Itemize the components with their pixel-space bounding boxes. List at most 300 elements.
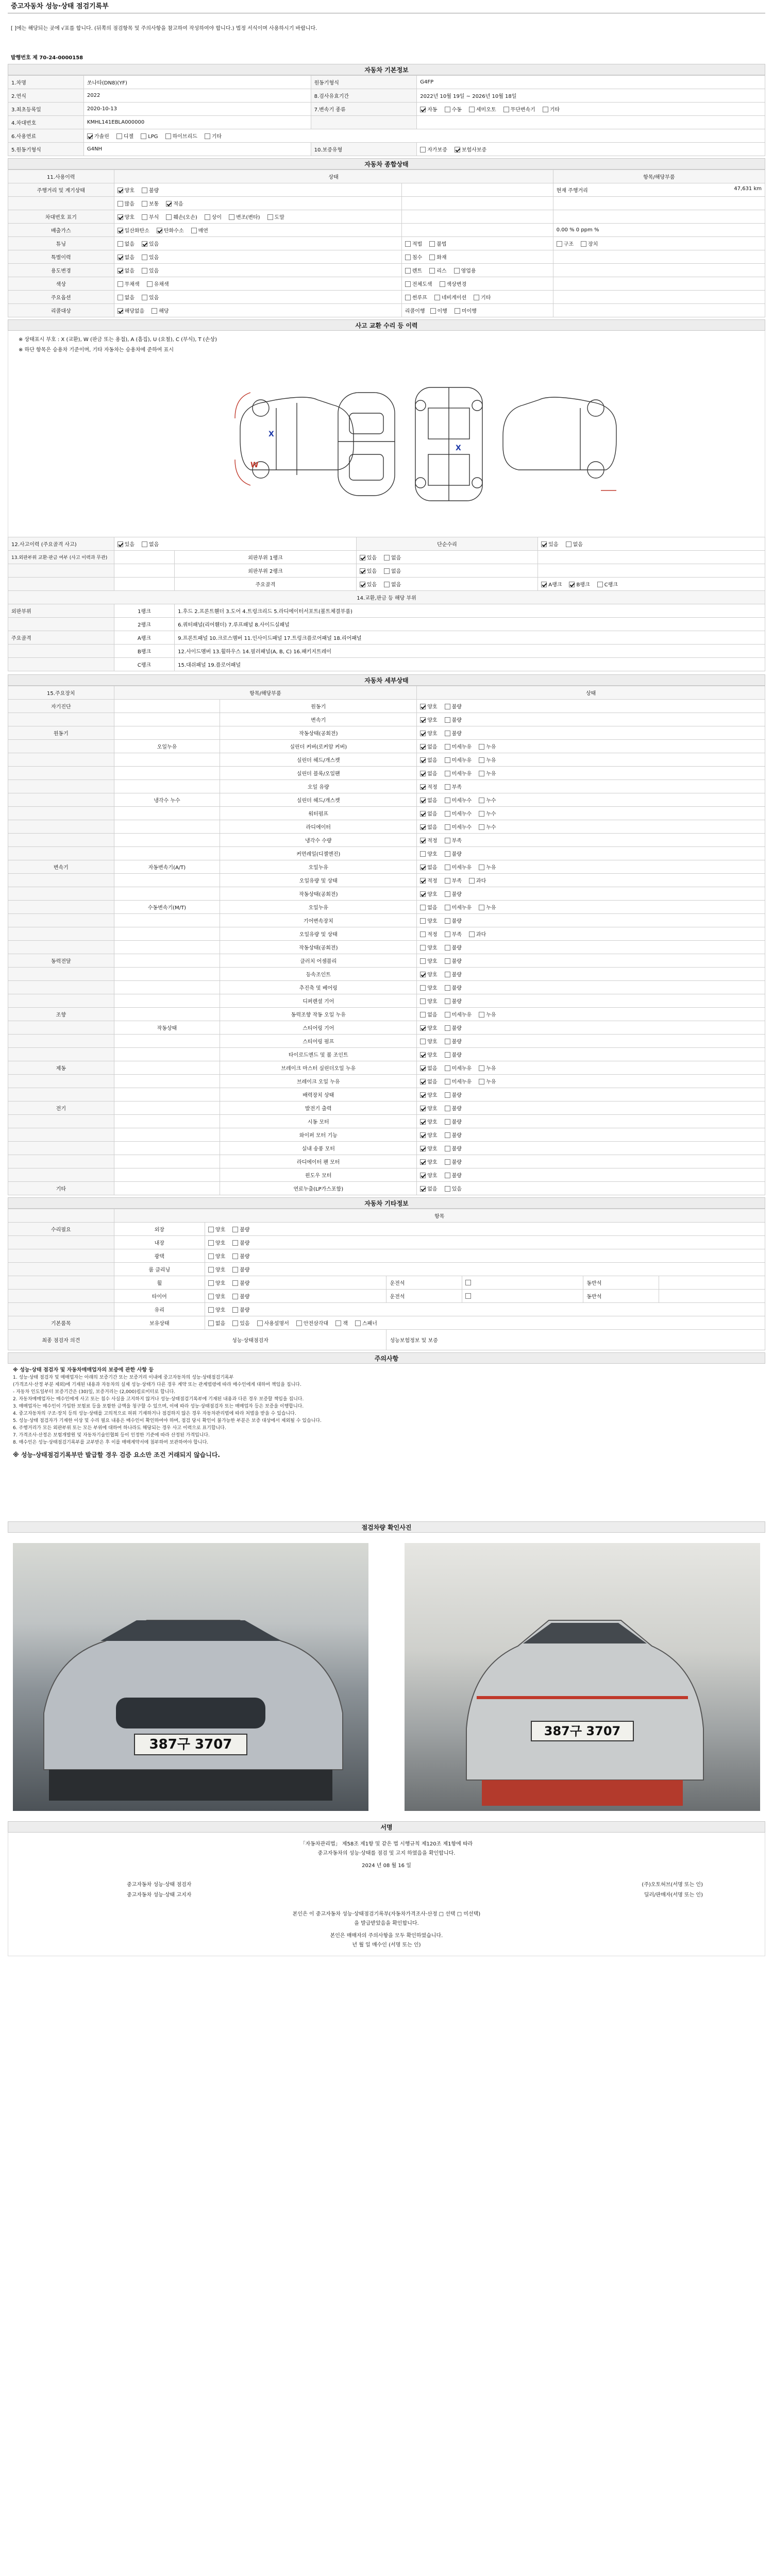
option-0[interactable]: 양호 bbox=[208, 1239, 225, 1246]
unchecked-checkbox-icon[interactable] bbox=[232, 1253, 238, 1259]
option-1[interactable]: 해당 bbox=[152, 307, 169, 314]
option-1[interactable]: 색상변경 bbox=[440, 280, 467, 287]
unchecked-checkbox-icon[interactable] bbox=[117, 241, 123, 247]
checked-checkbox-icon[interactable] bbox=[420, 771, 426, 776]
unchecked-checkbox-icon[interactable] bbox=[445, 717, 450, 723]
unchecked-checkbox-icon[interactable] bbox=[445, 985, 450, 991]
unchecked-checkbox-icon[interactable] bbox=[479, 744, 484, 750]
option-2[interactable]: 과다 bbox=[469, 930, 486, 938]
unchecked-checkbox-icon[interactable] bbox=[147, 281, 153, 287]
option-1[interactable]: 있음 bbox=[232, 1319, 249, 1327]
unchecked-checkbox-icon[interactable] bbox=[142, 201, 147, 207]
option-1[interactable]: 불량 bbox=[445, 729, 462, 737]
unchecked-checkbox-icon[interactable] bbox=[465, 1280, 471, 1285]
unchecked-checkbox-icon[interactable] bbox=[581, 241, 586, 247]
checked-checkbox-icon[interactable] bbox=[420, 838, 426, 843]
unchecked-checkbox-icon[interactable] bbox=[165, 133, 171, 139]
unchecked-checkbox-icon[interactable] bbox=[420, 945, 426, 951]
unchecked-checkbox-icon[interactable] bbox=[232, 1240, 238, 1246]
option-1[interactable]: 불량 bbox=[445, 1171, 462, 1179]
option-0[interactable]: 가솔린 bbox=[87, 132, 109, 140]
unchecked-checkbox-icon[interactable] bbox=[208, 1320, 214, 1326]
unchecked-checkbox-icon[interactable] bbox=[445, 107, 450, 112]
option-1[interactable]: 불량 bbox=[232, 1265, 249, 1273]
unchecked-checkbox-icon[interactable] bbox=[420, 998, 426, 1004]
option-1[interactable]: 불량 bbox=[445, 716, 462, 723]
unchecked-checkbox-icon[interactable] bbox=[205, 133, 210, 139]
option-1[interactable]: 부족 bbox=[445, 876, 462, 884]
option-2[interactable]: 세미오토 bbox=[469, 105, 496, 113]
option-0[interactable]: 적정 bbox=[420, 876, 437, 884]
option-0[interactable]: 양호 bbox=[420, 890, 437, 897]
unchecked-checkbox-icon[interactable] bbox=[405, 268, 411, 274]
unchecked-checkbox-icon[interactable] bbox=[296, 1320, 302, 1326]
unchecked-checkbox-icon[interactable] bbox=[208, 1294, 214, 1299]
option-2[interactable]: 기타 bbox=[474, 293, 491, 301]
option-1[interactable]: 미세누유 bbox=[445, 742, 472, 750]
option-0[interactable]: 있음 bbox=[360, 567, 377, 574]
checked-checkbox-icon[interactable] bbox=[455, 147, 460, 152]
unchecked-checkbox-icon[interactable] bbox=[445, 851, 450, 857]
unchecked-checkbox-icon[interactable] bbox=[445, 824, 450, 830]
unchecked-checkbox-icon[interactable] bbox=[142, 295, 147, 300]
option-0[interactable]: 적정 bbox=[420, 783, 437, 790]
option-0[interactable]: 양호 bbox=[420, 943, 437, 951]
option-1[interactable]: 불량 bbox=[445, 984, 462, 991]
option-0[interactable]: 적정 bbox=[420, 930, 437, 938]
unchecked-checkbox-icon[interactable] bbox=[116, 133, 122, 139]
unchecked-checkbox-icon[interactable] bbox=[479, 757, 484, 763]
option-0[interactable]: 침수 bbox=[405, 253, 422, 261]
option-1[interactable]: 불량 bbox=[445, 943, 462, 951]
checked-checkbox-icon[interactable] bbox=[87, 133, 93, 139]
unchecked-checkbox-icon[interactable] bbox=[420, 931, 426, 937]
option-1[interactable]: 불량 bbox=[445, 1158, 462, 1165]
option-1[interactable]: 부족 bbox=[445, 836, 462, 844]
option-0[interactable]: 양호 bbox=[420, 997, 437, 1005]
option-2[interactable]: 누유 bbox=[479, 1064, 496, 1072]
unchecked-checkbox-icon[interactable] bbox=[420, 1039, 426, 1044]
unchecked-checkbox-icon[interactable] bbox=[429, 268, 435, 274]
option-5[interactable]: 스패너 bbox=[355, 1319, 377, 1327]
option-1[interactable]: 미세누수 bbox=[445, 809, 472, 817]
unchecked-checkbox-icon[interactable] bbox=[445, 945, 450, 951]
option-1[interactable]: 불량 bbox=[232, 1306, 249, 1313]
checked-checkbox-icon[interactable] bbox=[420, 1186, 426, 1192]
option-0[interactable]: 양호 bbox=[420, 1104, 437, 1112]
option-0[interactable]: 없음 bbox=[420, 1077, 437, 1085]
checked-checkbox-icon[interactable] bbox=[420, 784, 426, 790]
unchecked-checkbox-icon[interactable] bbox=[445, 998, 450, 1004]
checked-checkbox-icon[interactable] bbox=[420, 1106, 426, 1111]
unchecked-checkbox-icon[interactable] bbox=[445, 704, 450, 709]
option-4[interactable]: 잭 bbox=[335, 1319, 348, 1327]
checked-checkbox-icon[interactable] bbox=[420, 1052, 426, 1058]
unchecked-checkbox-icon[interactable] bbox=[566, 541, 572, 547]
checked-checkbox-icon[interactable] bbox=[142, 241, 147, 247]
unchecked-checkbox-icon[interactable] bbox=[479, 905, 484, 910]
unchecked-checkbox-icon[interactable] bbox=[420, 1012, 426, 1018]
checked-checkbox-icon[interactable] bbox=[420, 1065, 426, 1071]
option-1[interactable]: 없음 bbox=[384, 553, 401, 561]
option-0[interactable]: 많음 bbox=[117, 199, 135, 207]
option-1[interactable]: 미세누유 bbox=[445, 1064, 472, 1072]
checked-checkbox-icon[interactable] bbox=[117, 255, 123, 260]
checked-checkbox-icon[interactable] bbox=[420, 811, 426, 817]
option-0[interactable]: 없음 bbox=[420, 903, 437, 911]
option-1[interactable]: 디젤 bbox=[116, 132, 133, 140]
unchecked-checkbox-icon[interactable] bbox=[208, 1253, 214, 1259]
option-0[interactable]: 양호 bbox=[208, 1252, 225, 1260]
checked-checkbox-icon[interactable] bbox=[166, 201, 172, 207]
option-0[interactable]: 양호 bbox=[420, 1144, 437, 1152]
unchecked-checkbox-icon[interactable] bbox=[335, 1320, 341, 1326]
option-0[interactable]: 양호 bbox=[420, 850, 437, 857]
unchecked-checkbox-icon[interactable] bbox=[445, 757, 450, 763]
option-1[interactable]: 불량 bbox=[445, 1104, 462, 1112]
option-0[interactable]: 없음 bbox=[208, 1319, 225, 1327]
option-0[interactable]: 양호 bbox=[420, 716, 437, 723]
option-2[interactable]: 누유 bbox=[479, 756, 496, 764]
option-0[interactable]: 양호 bbox=[117, 186, 135, 194]
option-0[interactable]: 없음 bbox=[420, 809, 437, 817]
checked-checkbox-icon[interactable] bbox=[420, 1079, 426, 1084]
unchecked-checkbox-icon[interactable] bbox=[479, 1012, 484, 1018]
option-1[interactable]: 있음 bbox=[142, 240, 159, 247]
option-0[interactable]: 양호 bbox=[420, 1024, 437, 1031]
option-0[interactable]: 무채색 bbox=[117, 280, 140, 287]
option-0[interactable]: 렌트 bbox=[405, 266, 422, 274]
option-2[interactable]: 누유 bbox=[479, 1010, 496, 1018]
option-1[interactable]: 보험사보증 bbox=[455, 145, 486, 153]
option-0[interactable]: 없음 bbox=[117, 253, 135, 261]
unchecked-checkbox-icon[interactable] bbox=[469, 931, 475, 937]
checked-checkbox-icon[interactable] bbox=[117, 188, 123, 193]
option-0[interactable]: 양호 bbox=[420, 729, 437, 737]
checked-checkbox-icon[interactable] bbox=[117, 228, 123, 233]
option-1[interactable]: 불량 bbox=[445, 957, 462, 964]
option-2[interactable]: 누유 bbox=[479, 769, 496, 777]
checked-checkbox-icon[interactable] bbox=[420, 717, 426, 723]
option-1[interactable]: 미세누유 bbox=[445, 863, 472, 871]
option-2[interactable]: LPG bbox=[141, 133, 158, 140]
unchecked-checkbox-icon[interactable] bbox=[445, 798, 450, 803]
option-2[interactable]: 매연 bbox=[191, 226, 208, 234]
option-1[interactable]: 불량 bbox=[445, 1024, 462, 1031]
unchecked-checkbox-icon[interactable] bbox=[229, 214, 234, 220]
unchecked-checkbox-icon[interactable] bbox=[232, 1267, 238, 1273]
option-1[interactable]: 미세누유 bbox=[445, 769, 472, 777]
option-3[interactable]: 무단변속기 bbox=[503, 105, 535, 113]
unchecked-checkbox-icon[interactable] bbox=[117, 295, 123, 300]
option-1[interactable]: 불량 bbox=[445, 1037, 462, 1045]
option-2[interactable]: 누유 bbox=[479, 742, 496, 750]
unchecked-checkbox-icon[interactable] bbox=[429, 241, 435, 247]
unchecked-checkbox-icon[interactable] bbox=[117, 201, 123, 207]
option-1[interactable]: 없음 bbox=[566, 540, 583, 548]
checked-checkbox-icon[interactable] bbox=[420, 107, 426, 112]
option-0[interactable]: 양호 bbox=[420, 702, 437, 710]
checked-checkbox-icon[interactable] bbox=[117, 308, 123, 314]
unchecked-checkbox-icon[interactable] bbox=[208, 1227, 214, 1232]
option-1[interactable]: 탄화수소 bbox=[157, 226, 184, 234]
option-0[interactable]: 없음 bbox=[117, 293, 135, 301]
unchecked-checkbox-icon[interactable] bbox=[455, 308, 460, 314]
option-1[interactable]: 불량 bbox=[445, 1131, 462, 1139]
unchecked-checkbox-icon[interactable] bbox=[469, 878, 475, 884]
option-1[interactable]: 불량 bbox=[232, 1225, 249, 1233]
unchecked-checkbox-icon[interactable] bbox=[445, 918, 450, 924]
unchecked-checkbox-icon[interactable] bbox=[445, 931, 450, 937]
option-0[interactable]: 해당없음 bbox=[117, 307, 145, 314]
option-0[interactable]: 전체도색 bbox=[405, 280, 432, 287]
option-2[interactable]: 영업용 bbox=[454, 266, 476, 274]
checked-checkbox-icon[interactable] bbox=[541, 541, 547, 547]
option-0[interactable]: 자가보증 bbox=[420, 145, 447, 153]
option-0[interactable]: 없음 bbox=[420, 742, 437, 750]
unchecked-checkbox-icon[interactable] bbox=[420, 985, 426, 991]
option-0[interactable]: 없음 bbox=[420, 863, 437, 871]
option-0[interactable]: 양호 bbox=[420, 1117, 437, 1125]
unchecked-checkbox-icon[interactable] bbox=[445, 1092, 450, 1098]
unchecked-checkbox-icon[interactable] bbox=[430, 308, 436, 314]
unchecked-checkbox-icon[interactable] bbox=[420, 958, 426, 964]
option-1[interactable]: 없음 bbox=[142, 540, 159, 548]
option-3[interactable]: 안전삼각대 bbox=[296, 1319, 328, 1327]
unchecked-checkbox-icon[interactable] bbox=[479, 824, 484, 830]
option-4[interactable]: 변조(변타) bbox=[229, 213, 260, 221]
option-0[interactable]: 적정 bbox=[420, 836, 437, 844]
unchecked-checkbox-icon[interactable] bbox=[420, 851, 426, 857]
unchecked-checkbox-icon[interactable] bbox=[597, 582, 603, 587]
unchecked-checkbox-icon[interactable] bbox=[152, 308, 157, 314]
unchecked-checkbox-icon[interactable] bbox=[166, 214, 172, 220]
option-0[interactable]: 없음 bbox=[420, 756, 437, 764]
unchecked-checkbox-icon[interactable] bbox=[384, 555, 390, 561]
unchecked-checkbox-icon[interactable] bbox=[142, 268, 147, 274]
unchecked-checkbox-icon[interactable] bbox=[445, 878, 450, 884]
option-1[interactable]: 있음 bbox=[142, 253, 159, 261]
unchecked-checkbox-icon[interactable] bbox=[445, 1173, 450, 1178]
unchecked-checkbox-icon[interactable] bbox=[142, 255, 147, 260]
unchecked-checkbox-icon[interactable] bbox=[208, 1240, 214, 1246]
option-1[interactable]: 부족 bbox=[445, 930, 462, 938]
option-0[interactable]: 썬루프 bbox=[405, 293, 427, 301]
unchecked-checkbox-icon[interactable] bbox=[479, 865, 484, 870]
unchecked-checkbox-icon[interactable] bbox=[479, 798, 484, 803]
checked-checkbox-icon[interactable] bbox=[420, 1173, 426, 1178]
option-1[interactable]: 네비게이션 bbox=[434, 293, 466, 301]
option-0[interactable]: 없음 bbox=[420, 823, 437, 831]
option-2[interactable]: 누유 bbox=[479, 903, 496, 911]
option-1[interactable]: 불량 bbox=[445, 1117, 462, 1125]
checked-checkbox-icon[interactable] bbox=[420, 891, 426, 897]
option-2[interactable]: 사용설명서 bbox=[257, 1319, 289, 1327]
checked-checkbox-icon[interactable] bbox=[420, 865, 426, 870]
unchecked-checkbox-icon[interactable] bbox=[191, 228, 197, 233]
unchecked-checkbox-icon[interactable] bbox=[142, 188, 147, 193]
option-2[interactable]: 누유 bbox=[479, 1077, 496, 1085]
unchecked-checkbox-icon[interactable] bbox=[208, 1280, 214, 1286]
option-0[interactable]: 없음 bbox=[420, 769, 437, 777]
unchecked-checkbox-icon[interactable] bbox=[445, 1039, 450, 1044]
option-0[interactable]: 양호 bbox=[420, 970, 437, 978]
unchecked-checkbox-icon[interactable] bbox=[445, 1079, 450, 1084]
checked-checkbox-icon[interactable] bbox=[420, 824, 426, 830]
checked-checkbox-icon[interactable] bbox=[569, 582, 575, 587]
unchecked-checkbox-icon[interactable] bbox=[479, 1079, 484, 1084]
unchecked-checkbox-icon[interactable] bbox=[208, 1307, 214, 1313]
unchecked-checkbox-icon[interactable] bbox=[420, 147, 426, 152]
checked-checkbox-icon[interactable] bbox=[420, 878, 426, 884]
option-2[interactable]: 누유 bbox=[479, 863, 496, 871]
unchecked-checkbox-icon[interactable] bbox=[405, 281, 411, 287]
option-1[interactable]: 유채색 bbox=[147, 280, 169, 287]
unchecked-checkbox-icon[interactable] bbox=[384, 568, 390, 574]
unchecked-checkbox-icon[interactable] bbox=[232, 1227, 238, 1232]
unchecked-checkbox-icon[interactable] bbox=[208, 1267, 214, 1273]
unchecked-checkbox-icon[interactable] bbox=[479, 811, 484, 817]
checked-checkbox-icon[interactable] bbox=[117, 268, 123, 274]
option-0[interactable]: 양호 bbox=[420, 917, 437, 924]
option-1[interactable]: 부식 bbox=[142, 213, 159, 221]
option-0[interactable]: 양호 bbox=[420, 1091, 437, 1098]
unchecked-checkbox-icon[interactable] bbox=[543, 107, 548, 112]
unchecked-checkbox-icon[interactable] bbox=[405, 255, 411, 260]
option-1[interactable]: 없음 bbox=[384, 567, 401, 574]
unchecked-checkbox-icon[interactable] bbox=[445, 1025, 450, 1031]
unchecked-checkbox-icon[interactable] bbox=[445, 1012, 450, 1018]
option-1[interactable]: 불량 bbox=[445, 850, 462, 857]
option-1[interactable]: 미세누유 bbox=[445, 756, 472, 764]
option-1[interactable]: 불량 bbox=[232, 1292, 249, 1300]
unchecked-checkbox-icon[interactable] bbox=[141, 133, 146, 139]
option-0[interactable]: 구조 bbox=[557, 240, 574, 247]
option-1[interactable]: 부족 bbox=[445, 783, 462, 790]
option-0[interactable]: 양호 bbox=[420, 957, 437, 964]
option-0[interactable]: 없음 bbox=[117, 266, 135, 274]
unchecked-checkbox-icon[interactable] bbox=[445, 1146, 450, 1151]
unchecked-checkbox-icon[interactable] bbox=[445, 1119, 450, 1125]
unchecked-checkbox-icon[interactable] bbox=[445, 811, 450, 817]
unchecked-checkbox-icon[interactable] bbox=[232, 1294, 238, 1299]
option-1[interactable]: B랭크 bbox=[569, 580, 590, 588]
checked-checkbox-icon[interactable] bbox=[420, 1132, 426, 1138]
checked-checkbox-icon[interactable] bbox=[360, 555, 365, 561]
option-0[interactable]: 있음 bbox=[360, 580, 377, 588]
unchecked-checkbox-icon[interactable] bbox=[420, 905, 426, 910]
unchecked-checkbox-icon[interactable] bbox=[440, 281, 445, 287]
unchecked-checkbox-icon[interactable] bbox=[474, 295, 479, 300]
checked-checkbox-icon[interactable] bbox=[420, 1146, 426, 1151]
option-2[interactable]: 적음 bbox=[166, 199, 183, 207]
option-2[interactable]: 누수 bbox=[479, 823, 496, 831]
option-0[interactable]: 없음 bbox=[420, 1010, 437, 1018]
option-1[interactable]: 불량 bbox=[232, 1239, 249, 1246]
checked-checkbox-icon[interactable] bbox=[360, 582, 365, 587]
option-0[interactable]: 양호 bbox=[208, 1292, 225, 1300]
unchecked-checkbox-icon[interactable] bbox=[503, 107, 509, 112]
option-1[interactable]: 불량 bbox=[445, 970, 462, 978]
option-0[interactable]: 양호 bbox=[420, 1050, 437, 1058]
checked-checkbox-icon[interactable] bbox=[420, 731, 426, 736]
checked-checkbox-icon[interactable] bbox=[420, 1092, 426, 1098]
option-0[interactable]: 양호 bbox=[420, 1037, 437, 1045]
option-1[interactable]: 불량 bbox=[445, 1050, 462, 1058]
unchecked-checkbox-icon[interactable] bbox=[267, 214, 273, 220]
unchecked-checkbox-icon[interactable] bbox=[445, 891, 450, 897]
option-2[interactable]: 누수 bbox=[479, 796, 496, 804]
unchecked-checkbox-icon[interactable] bbox=[142, 214, 147, 220]
checked-checkbox-icon[interactable] bbox=[157, 228, 162, 233]
unchecked-checkbox-icon[interactable] bbox=[465, 1293, 471, 1299]
unchecked-checkbox-icon[interactable] bbox=[257, 1320, 263, 1326]
unchecked-checkbox-icon[interactable] bbox=[445, 1159, 450, 1165]
option-0[interactable]: 있음 bbox=[541, 540, 558, 548]
option-0[interactable]: 없음 bbox=[117, 240, 135, 247]
option-5[interactable]: 도말 bbox=[267, 213, 284, 221]
unchecked-checkbox-icon[interactable] bbox=[405, 241, 411, 247]
checked-checkbox-icon[interactable] bbox=[420, 744, 426, 750]
option-1[interactable]: 불량 bbox=[445, 702, 462, 710]
option-0[interactable]: 없음 bbox=[420, 1184, 437, 1192]
option-1[interactable]: 화재 bbox=[429, 253, 446, 261]
option-2[interactable]: C랭크 bbox=[597, 580, 618, 588]
checked-checkbox-icon[interactable] bbox=[420, 757, 426, 763]
unchecked-checkbox-icon[interactable] bbox=[117, 281, 123, 287]
checked-checkbox-icon[interactable] bbox=[420, 1119, 426, 1125]
option-1[interactable]: 불량 bbox=[232, 1252, 249, 1260]
checked-checkbox-icon[interactable] bbox=[360, 568, 365, 574]
unchecked-checkbox-icon[interactable] bbox=[445, 1132, 450, 1138]
checked-checkbox-icon[interactable] bbox=[420, 972, 426, 977]
unchecked-checkbox-icon[interactable] bbox=[445, 958, 450, 964]
option-0[interactable]: 일산화탄소 bbox=[117, 226, 149, 234]
option-1[interactable]: 미세누수 bbox=[445, 823, 472, 831]
unchecked-checkbox-icon[interactable] bbox=[445, 1106, 450, 1111]
unchecked-checkbox-icon[interactable] bbox=[384, 582, 390, 587]
checked-checkbox-icon[interactable] bbox=[117, 214, 123, 220]
unchecked-checkbox-icon[interactable] bbox=[445, 1065, 450, 1071]
option-1[interactable]: 불량 bbox=[232, 1279, 249, 1286]
option-1[interactable]: 있음 bbox=[142, 266, 159, 274]
option-1[interactable]: 불량 bbox=[445, 890, 462, 897]
option-0[interactable]: 있음 bbox=[360, 553, 377, 561]
option-0[interactable]: 이행 bbox=[430, 307, 447, 314]
unchecked-checkbox-icon[interactable] bbox=[445, 865, 450, 870]
unchecked-checkbox-icon[interactable] bbox=[232, 1320, 238, 1326]
option-3[interactable]: 상이 bbox=[205, 213, 222, 221]
option-1[interactable]: 없음 bbox=[384, 580, 401, 588]
unchecked-checkbox-icon[interactable] bbox=[434, 295, 440, 300]
option-1[interactable]: 미세누유 bbox=[445, 903, 472, 911]
unchecked-checkbox-icon[interactable] bbox=[445, 905, 450, 910]
option-1[interactable]: 보통 bbox=[142, 199, 159, 207]
unchecked-checkbox-icon[interactable] bbox=[420, 918, 426, 924]
option-0[interactable]: 양호 bbox=[420, 1131, 437, 1139]
option-1[interactable]: 있음 bbox=[445, 1184, 462, 1192]
option-1[interactable]: 수동 bbox=[445, 105, 462, 113]
option-1[interactable]: 미이행 bbox=[455, 307, 477, 314]
unchecked-checkbox-icon[interactable] bbox=[479, 1065, 484, 1071]
checked-checkbox-icon[interactable] bbox=[541, 582, 547, 587]
unchecked-checkbox-icon[interactable] bbox=[445, 784, 450, 790]
unchecked-checkbox-icon[interactable] bbox=[445, 1052, 450, 1058]
unchecked-checkbox-icon[interactable] bbox=[355, 1320, 361, 1326]
unchecked-checkbox-icon[interactable] bbox=[469, 107, 475, 112]
unchecked-checkbox-icon[interactable] bbox=[445, 771, 450, 776]
option-1[interactable]: 불량 bbox=[445, 1091, 462, 1098]
